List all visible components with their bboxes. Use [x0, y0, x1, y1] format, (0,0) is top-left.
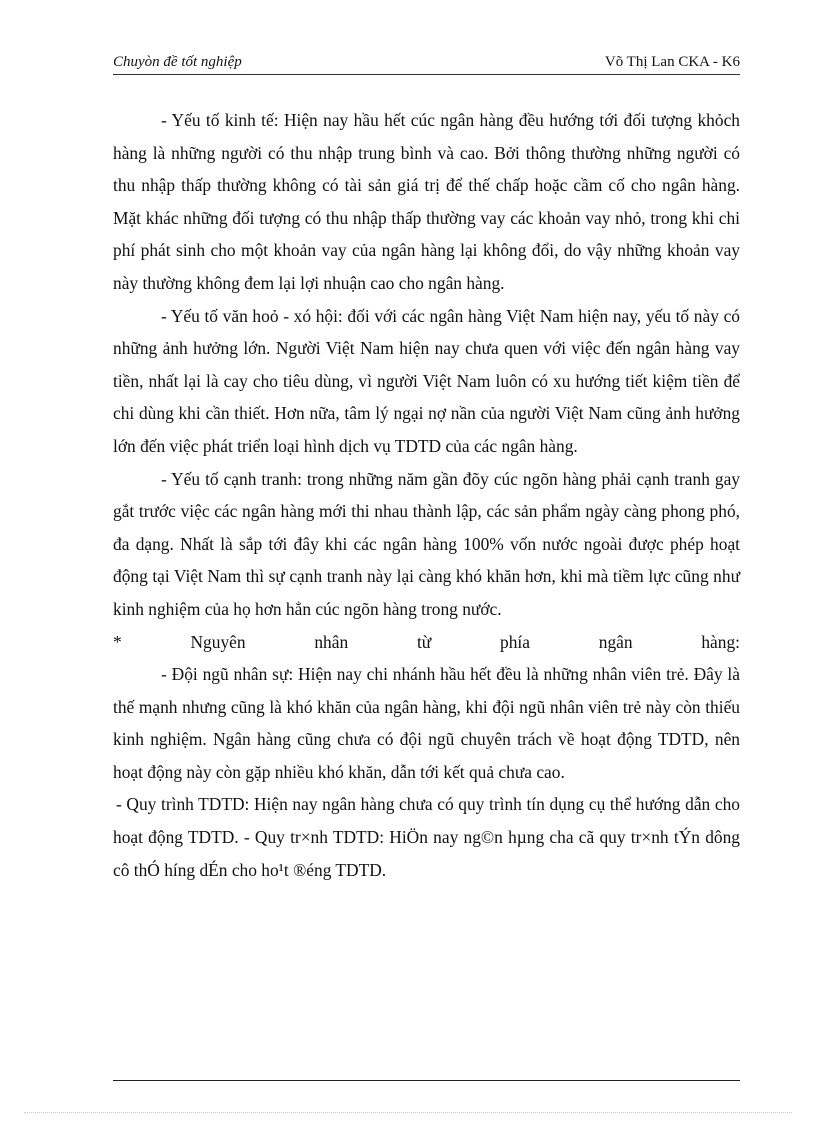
page-edge-dots: [24, 1112, 792, 1113]
document-body: [113, 104, 740, 886]
bullet-heading: * Nguyên nhân từ phía ngân hàng:: [113, 631, 740, 652]
header-author: Võ Thị Lan CKA - K6: [604, 54, 740, 70]
paragraph-culture: - Yếu tố văn hoỏ - xó hội: đối với các ngân hàng Việt Nam hiện nay, yếu tố này có những ảnh hưởng lớn. Người Việt Nam hiện nay chưa quen với việc đến ngân hàng vay tiền, nhất lại là cay cho tiêu dùng, vì người Việt Nam luôn có xu hướng tiết kiệm tiền để chi dùng khi cần thiết. Hơn nữa, tâm lý ngại nợ nần của người Việt Nam cũng ảnh hưởng lớn đến việc phát triển loại hình dịch vụ TDTD của các ngân hàng.: [113, 305, 740, 456]
header-title: Chuyòn đề tốt nghiệp: [113, 54, 242, 70]
paragraph-process: - Quy trình TDTD: Hiện nay ngân hàng chưa có quy trình tín dụng cụ thể hướng dẫn cho hoạt động TDTD. - Quy tr×nh TDTD: HiÖn nay ng©n hµng cha cã quy tr×nh tÝn dông cô thÓ híng dÉn cho ho¹t ®éng TDTD.: [113, 794, 740, 880]
footer-rule: [113, 1080, 740, 1081]
paragraph-competition: - Yếu tố cạnh tranh: trong những năm gần đõy cúc ngõn hàng phải cạnh tranh gay gắt trước việc các ngân hàng mới thi nhau thành lập, các sản phẩm ngày càng phong phó, đa dạng. Nhất là sắp tới đây khi các ngân hàng 100% vốn nước ngoài được phép hoạt động tại Việt Nam thì sự cạnh tranh này lại càng khó khăn hơn, khi mà tiềm lực cũng như kinh nghiệm của họ hơn hẳn cúc ngõn hàng trong nước.: [113, 468, 740, 619]
page-header: [113, 52, 740, 75]
paragraph-staff: - Đội ngũ nhân sự: Hiện nay chi nhánh hầu hết đều là những nhân viên trẻ. Đây là thế mạnh nhưng cũng là khó khăn của ngân hàng, khi đội ngũ nhân viên trẻ này còn thiếu kinh nghiệm. Ngân hàng cũng chưa có đội ngũ chuyên trách về hoạt động TDTD, nên hoạt động này còn gặp nhiều khó khăn, dẫn tới kết quả chưa cao.: [113, 664, 740, 782]
paragraph-economic: - Yếu tố kinh tế: Hiện nay hầu hết cúc ngân hàng đều hướng tới đối tượng khỏch hàng là những người có thu nhập trung bình và cao. Bởi thông thường những người có thu nhập thấp thường không có tài sản giá trị để thế chấp hoặc cầm cố cho ngân hàng. Mặt khác những đối tượng có thu nhập thấp thường vay các khoản vay nhỏ, trong khi chi phí phát sinh cho một khoản vay của ngân hàng lại không đổi, do vậy những khoản vay này thường không đem lại lợi nhuận cao cho ngân hàng.: [113, 110, 740, 293]
